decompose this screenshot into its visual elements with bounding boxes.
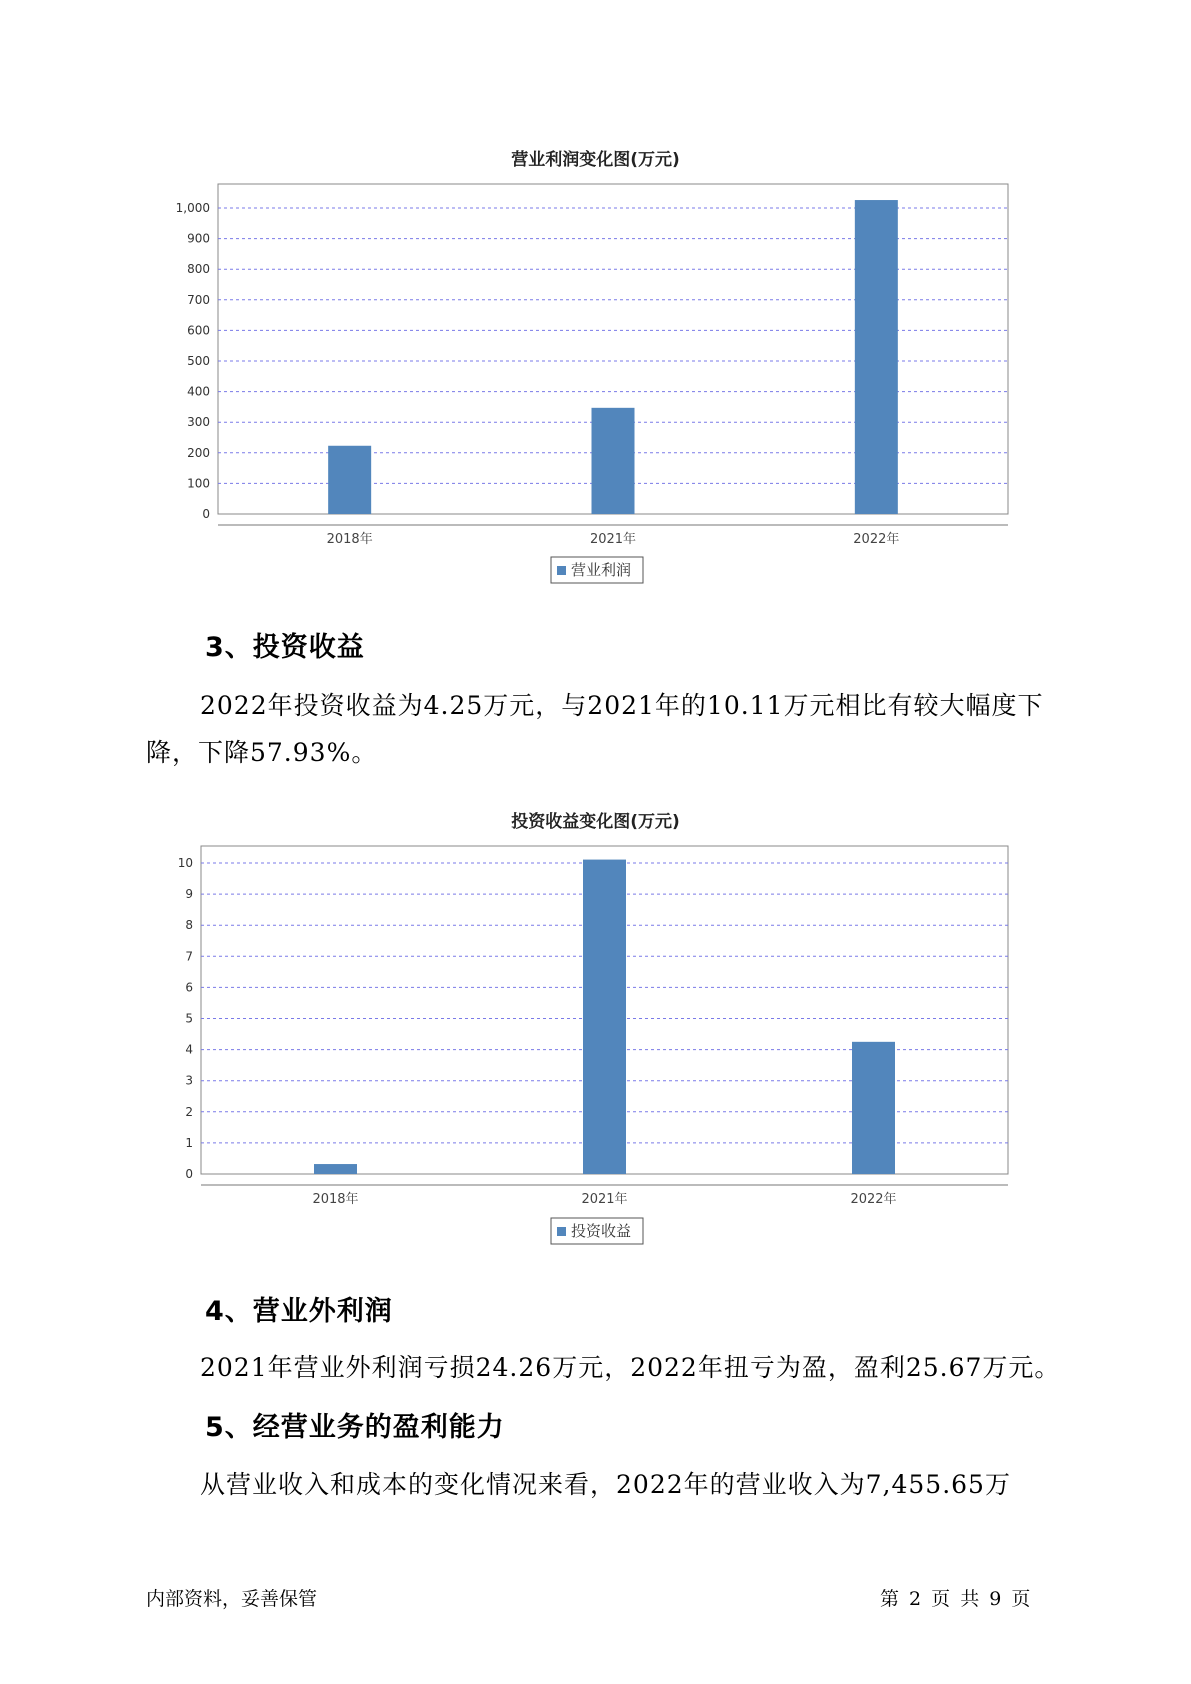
bar-2021年 — [583, 860, 626, 1174]
y-tick-label: 600 — [187, 323, 210, 338]
y-tick-label: 300 — [187, 415, 210, 430]
y-tick-label: 200 — [187, 445, 210, 460]
y-tick-label: 0 — [202, 507, 210, 521]
y-tick-label: 7 — [185, 949, 193, 964]
y-tick-label: 100 — [187, 476, 210, 491]
section-heading-investment: 3、投资收益 — [205, 632, 365, 663]
y-tick-label: 2 — [185, 1104, 193, 1119]
y-tick-label: 500 — [187, 354, 210, 368]
y-tick-label: 0 — [185, 1167, 193, 1181]
legend-label: 营业利润 — [571, 561, 632, 579]
section-heading-non-operating: 4、营业外利润 — [205, 1296, 393, 1327]
y-tick-label: 8 — [185, 918, 193, 933]
legend-label: 投资收益 — [571, 1222, 632, 1240]
profitability-paragraph: 从营业收入和成本的变化情况来看，2022年的营业收入为7,455.65万 — [200, 1470, 1011, 1499]
y-tick-label: 6 — [185, 980, 193, 995]
y-tick-label: 400 — [187, 384, 210, 399]
y-tick-label: 9 — [185, 887, 193, 902]
bar-2022年 — [852, 1042, 895, 1174]
x-tick-label: 2018年 — [312, 1192, 359, 1207]
non-operating-paragraph: 2021年营业外利润亏损24.26万元，2022年扭亏为盈，盈利25.67万元。 — [200, 1353, 1061, 1382]
bar-2018年 — [314, 1164, 357, 1174]
y-tick-label: 10 — [177, 856, 193, 870]
investment-paragraph-line1: 2022年投资收益为4.25万元，与2021年的10.11万元相比有较大幅度下 — [200, 691, 1044, 720]
section-heading-profitability: 5、经营业务的盈利能力 — [205, 1412, 505, 1443]
x-tick-label: 2021年 — [589, 532, 637, 547]
chart-title-investment-income: 投资收益变化图(万元) — [511, 812, 680, 832]
footer-confidential-note: 内部资料，妥善保管 — [146, 1588, 318, 1610]
y-tick-label: 1,000 — [175, 201, 210, 215]
y-tick-label: 900 — [187, 231, 210, 246]
y-tick-label: 3 — [185, 1073, 193, 1088]
chart-title-operating-profit: 营业利润变化图(万元) — [511, 150, 680, 170]
y-tick-label: 4 — [185, 1042, 193, 1057]
investment-paragraph-line2: 降，下降57.93%。 — [146, 738, 378, 767]
y-tick-label: 700 — [187, 292, 210, 307]
footer-page-number: 第 2 页 共 9 页 — [880, 1588, 1033, 1610]
y-tick-label: 1 — [185, 1135, 193, 1150]
y-tick-label: 5 — [185, 1011, 193, 1026]
x-tick-label: 2022年 — [850, 1192, 897, 1207]
x-tick-label: 2018年 — [326, 532, 373, 547]
x-tick-label: 2021年 — [581, 1192, 628, 1207]
legend-swatch — [557, 1227, 566, 1236]
y-tick-label: 800 — [187, 262, 210, 277]
x-tick-label: 2022年 — [853, 532, 900, 547]
